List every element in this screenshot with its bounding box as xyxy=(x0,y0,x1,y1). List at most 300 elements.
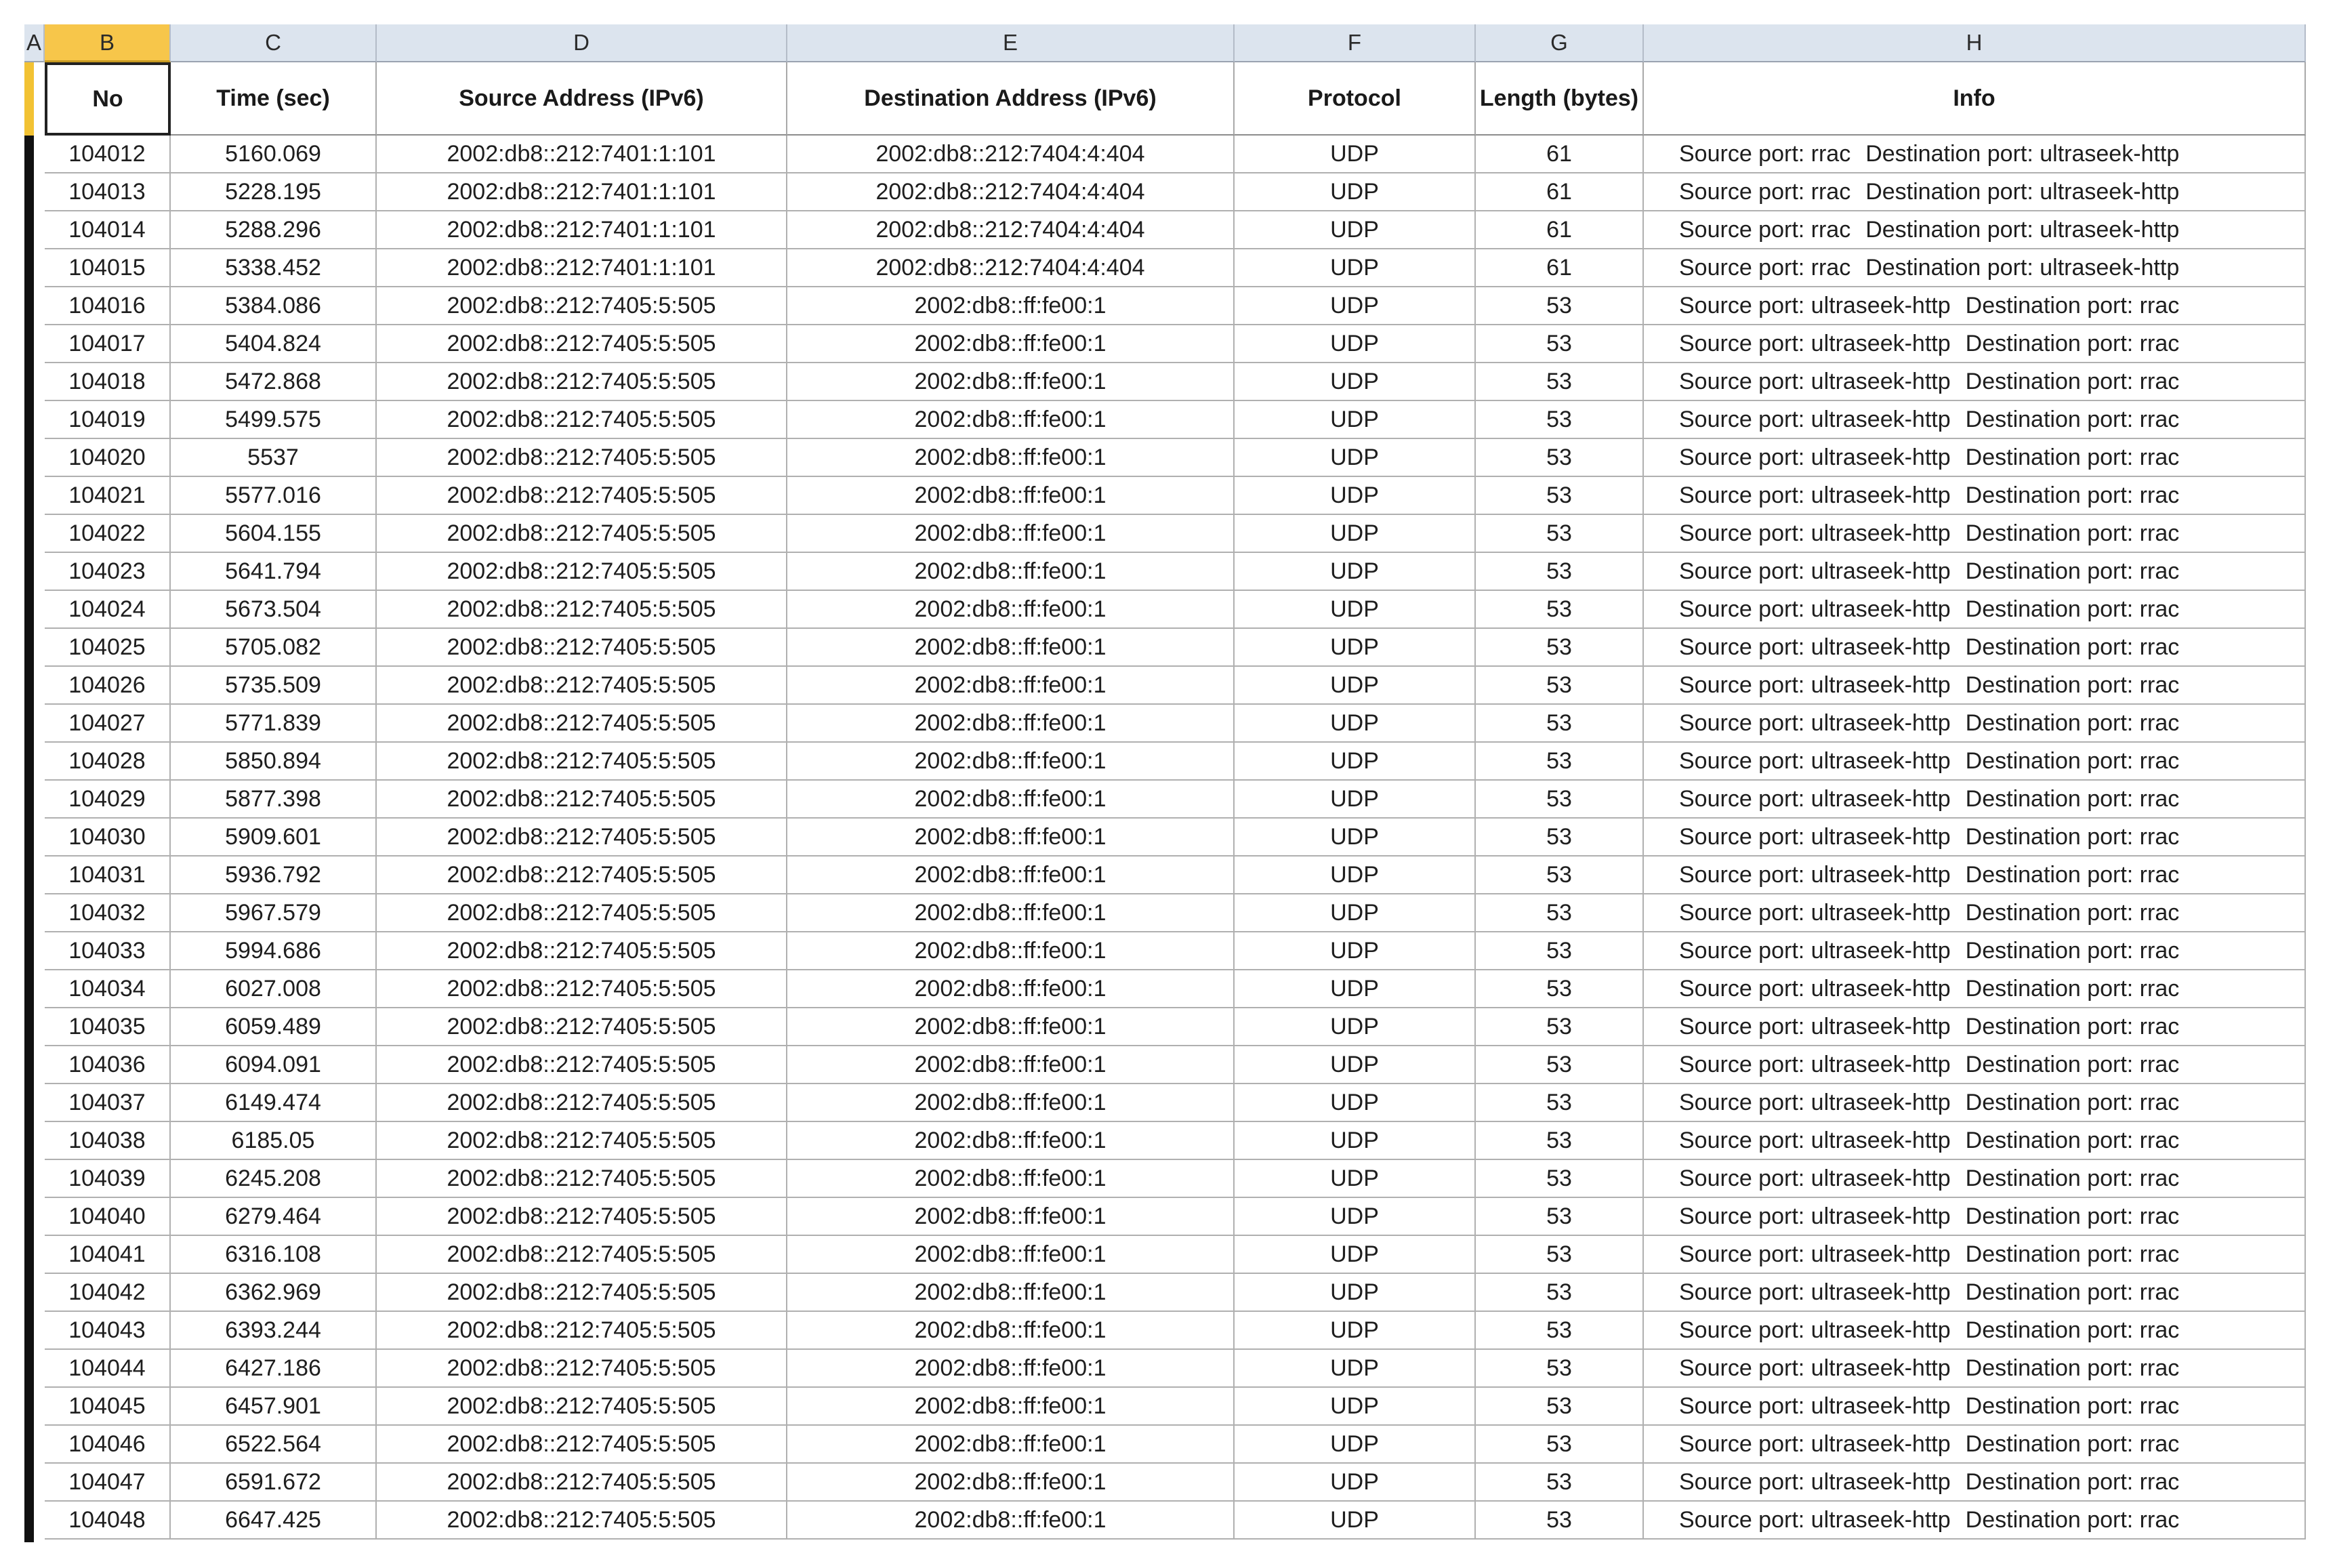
table-row[interactable] xyxy=(24,363,2316,401)
cell-length[interactable]: 61 xyxy=(1476,249,1644,287)
cell-time[interactable]: 5850.894 xyxy=(171,743,377,781)
cell-protocol[interactable]: UDP xyxy=(1235,1426,1476,1464)
cell-info[interactable] xyxy=(1644,211,2306,249)
cell-no[interactable]: 104045 xyxy=(45,1388,171,1426)
cell-destination-address[interactable]: 2002:db8::ff:fe00:1 xyxy=(787,439,1235,477)
cell-protocol[interactable]: UDP xyxy=(1235,1388,1476,1426)
cell-no[interactable]: 104026 xyxy=(45,667,171,705)
cell-destination-address[interactable]: 2002:db8::ff:fe00:1 xyxy=(787,894,1235,932)
cell-info[interactable] xyxy=(1644,249,2306,287)
cell-protocol[interactable]: UDP xyxy=(1235,439,1476,477)
cell-no[interactable]: 104041 xyxy=(45,1236,171,1274)
cell-source-address[interactable]: 2002:db8::212:7405:5:505 xyxy=(377,1236,787,1274)
cell-protocol[interactable]: UDP xyxy=(1235,287,1476,325)
cell-length[interactable]: 53 xyxy=(1476,743,1644,781)
cell-source-address[interactable]: 2002:db8::212:7405:5:505 xyxy=(377,591,787,629)
cell-no[interactable]: 104029 xyxy=(45,781,171,819)
table-row[interactable] xyxy=(24,781,2316,819)
cell-no[interactable]: 104047 xyxy=(45,1464,171,1502)
cell-source-address[interactable]: 2002:db8::212:7405:5:505 xyxy=(377,1274,787,1312)
cell-destination-address[interactable]: 2002:db8::ff:fe00:1 xyxy=(787,325,1235,363)
cell-protocol[interactable]: UDP xyxy=(1235,401,1476,439)
table-row[interactable] xyxy=(24,1236,2316,1274)
cell-length[interactable]: 53 xyxy=(1476,515,1644,553)
cell-no[interactable]: 104015 xyxy=(45,249,171,287)
cell-protocol[interactable]: UDP xyxy=(1235,819,1476,857)
cell-time[interactable]: 5641.794 xyxy=(171,553,377,591)
cell-info[interactable] xyxy=(1644,287,2306,325)
cell-length[interactable]: 53 xyxy=(1476,401,1644,439)
table-row[interactable] xyxy=(24,1274,2316,1312)
cell-length[interactable]: 53 xyxy=(1476,1236,1644,1274)
cell-length[interactable]: 53 xyxy=(1476,287,1644,325)
cell-info[interactable] xyxy=(1644,932,2306,970)
cell-protocol[interactable]: UDP xyxy=(1235,781,1476,819)
cell-protocol[interactable]: UDP xyxy=(1235,515,1476,553)
cell-length[interactable]: 53 xyxy=(1476,667,1644,705)
header-source-address[interactable]: Source Address (IPv6) xyxy=(377,62,787,136)
cell-source-address[interactable]: 2002:db8::212:7405:5:505 xyxy=(377,781,787,819)
cell-protocol[interactable]: UDP xyxy=(1235,1084,1476,1122)
cell-length[interactable]: 53 xyxy=(1476,1160,1644,1198)
cell-info[interactable] xyxy=(1644,705,2306,743)
cell-info[interactable] xyxy=(1644,1502,2306,1540)
cell-no[interactable]: 104028 xyxy=(45,743,171,781)
cell-destination-address[interactable]: 2002:db8::ff:fe00:1 xyxy=(787,591,1235,629)
cell-no[interactable]: 104020 xyxy=(45,439,171,477)
cell-info[interactable] xyxy=(1644,477,2306,515)
cell-time[interactable]: 5384.086 xyxy=(171,287,377,325)
cell-protocol[interactable]: UDP xyxy=(1235,1160,1476,1198)
table-row[interactable] xyxy=(24,515,2316,553)
cell-no[interactable]: 104048 xyxy=(45,1502,171,1540)
cell-time[interactable]: 5404.824 xyxy=(171,325,377,363)
cell-info[interactable] xyxy=(1644,363,2306,401)
cell-no[interactable]: 104032 xyxy=(45,894,171,932)
cell-destination-address[interactable]: 2002:db8::ff:fe00:1 xyxy=(787,1198,1235,1236)
column-header-d[interactable]: D xyxy=(377,24,787,62)
cell-info[interactable] xyxy=(1644,1008,2306,1046)
cell-time[interactable]: 5160.069 xyxy=(171,136,377,173)
cell-source-address[interactable]: 2002:db8::212:7401:1:101 xyxy=(377,136,787,173)
cell-info[interactable] xyxy=(1644,401,2306,439)
cell-protocol[interactable]: UDP xyxy=(1235,932,1476,970)
cell-info[interactable] xyxy=(1644,1312,2306,1350)
cell-destination-address[interactable]: 2002:db8::ff:fe00:1 xyxy=(787,287,1235,325)
cell-source-address[interactable]: 2002:db8::212:7405:5:505 xyxy=(377,1084,787,1122)
cell-info[interactable] xyxy=(1644,1350,2306,1388)
cell-destination-address[interactable]: 2002:db8::ff:fe00:1 xyxy=(787,970,1235,1008)
cell-protocol[interactable]: UDP xyxy=(1235,477,1476,515)
column-header-f[interactable]: F xyxy=(1235,24,1476,62)
cell-no[interactable]: 104042 xyxy=(45,1274,171,1312)
cell-source-address[interactable]: 2002:db8::212:7405:5:505 xyxy=(377,857,787,894)
cell-length[interactable]: 53 xyxy=(1476,932,1644,970)
cell-protocol[interactable]: UDP xyxy=(1235,1046,1476,1084)
table-row[interactable] xyxy=(24,401,2316,439)
table-row[interactable] xyxy=(24,1464,2316,1502)
cell-time[interactable]: 5577.016 xyxy=(171,477,377,515)
cell-destination-address[interactable]: 2002:db8::ff:fe00:1 xyxy=(787,705,1235,743)
cell-time[interactable]: 6522.564 xyxy=(171,1426,377,1464)
cell-time[interactable]: 6457.901 xyxy=(171,1388,377,1426)
cell-destination-address[interactable]: 2002:db8::ff:fe00:1 xyxy=(787,1426,1235,1464)
table-row[interactable] xyxy=(24,819,2316,857)
cell-destination-address[interactable]: 2002:db8::ff:fe00:1 xyxy=(787,1160,1235,1198)
table-row[interactable] xyxy=(24,1160,2316,1198)
table-row[interactable] xyxy=(24,1388,2316,1426)
cell-info[interactable] xyxy=(1644,667,2306,705)
cell-no[interactable]: 104034 xyxy=(45,970,171,1008)
cell-protocol[interactable]: UDP xyxy=(1235,743,1476,781)
table-row[interactable] xyxy=(24,136,2316,173)
cell-time[interactable]: 5673.504 xyxy=(171,591,377,629)
cell-no[interactable]: 104013 xyxy=(45,173,171,211)
cell-time[interactable]: 5967.579 xyxy=(171,894,377,932)
cell-length[interactable]: 53 xyxy=(1476,1464,1644,1502)
header-info[interactable]: Info xyxy=(1644,62,2306,136)
cell-source-address[interactable]: 2002:db8::212:7405:5:505 xyxy=(377,1464,787,1502)
cell-destination-address[interactable]: 2002:db8::ff:fe00:1 xyxy=(787,1350,1235,1388)
cell-no[interactable]: 104016 xyxy=(45,287,171,325)
cell-destination-address[interactable]: 2002:db8::ff:fe00:1 xyxy=(787,743,1235,781)
cell-protocol[interactable]: UDP xyxy=(1235,1236,1476,1274)
cell-no[interactable]: 104027 xyxy=(45,705,171,743)
cell-protocol[interactable]: UDP xyxy=(1235,667,1476,705)
table-row[interactable] xyxy=(24,743,2316,781)
cell-source-address[interactable]: 2002:db8::212:7405:5:505 xyxy=(377,819,787,857)
cell-time[interactable]: 6316.108 xyxy=(171,1236,377,1274)
cell-length[interactable]: 53 xyxy=(1476,629,1644,667)
cell-info[interactable] xyxy=(1644,136,2306,173)
cell-source-address[interactable]: 2002:db8::212:7405:5:505 xyxy=(377,629,787,667)
cell-length[interactable]: 53 xyxy=(1476,439,1644,477)
cell-time[interactable]: 5909.601 xyxy=(171,819,377,857)
cell-no[interactable]: 104040 xyxy=(45,1198,171,1236)
cell-length[interactable]: 53 xyxy=(1476,1502,1644,1540)
cell-source-address[interactable]: 2002:db8::212:7405:5:505 xyxy=(377,1046,787,1084)
cell-protocol[interactable]: UDP xyxy=(1235,325,1476,363)
cell-info[interactable] xyxy=(1644,629,2306,667)
cell-info[interactable] xyxy=(1644,781,2306,819)
cell-source-address[interactable]: 2002:db8::212:7405:5:505 xyxy=(377,894,787,932)
cell-length[interactable]: 61 xyxy=(1476,136,1644,173)
cell-info[interactable] xyxy=(1644,970,2306,1008)
cell-length[interactable]: 53 xyxy=(1476,970,1644,1008)
cell-info[interactable] xyxy=(1644,1160,2306,1198)
cell-time[interactable]: 5338.452 xyxy=(171,249,377,287)
cell-destination-address[interactable]: 2002:db8::ff:fe00:1 xyxy=(787,553,1235,591)
cell-info[interactable] xyxy=(1644,857,2306,894)
cell-time[interactable]: 5994.686 xyxy=(171,932,377,970)
column-header-g[interactable]: G xyxy=(1476,24,1644,62)
cell-source-address[interactable]: 2002:db8::212:7405:5:505 xyxy=(377,1502,787,1540)
cell-no[interactable]: 104038 xyxy=(45,1122,171,1160)
cell-protocol[interactable]: UDP xyxy=(1235,1122,1476,1160)
table-row[interactable] xyxy=(24,211,2316,249)
cell-source-address[interactable]: 2002:db8::212:7405:5:505 xyxy=(377,667,787,705)
cell-no[interactable]: 104021 xyxy=(45,477,171,515)
cell-destination-address[interactable]: 2002:db8::ff:fe00:1 xyxy=(787,1008,1235,1046)
cell-no[interactable]: 104023 xyxy=(45,553,171,591)
spreadsheet-grid[interactable] xyxy=(24,24,2316,1542)
cell-destination-address[interactable]: 2002:db8::ff:fe00:1 xyxy=(787,1046,1235,1084)
table-row[interactable] xyxy=(24,629,2316,667)
cell-no[interactable]: 104036 xyxy=(45,1046,171,1084)
cell-destination-address[interactable]: 2002:db8::212:7404:4:404 xyxy=(787,211,1235,249)
cell-destination-address[interactable]: 2002:db8::ff:fe00:1 xyxy=(787,781,1235,819)
cell-time[interactable]: 5877.398 xyxy=(171,781,377,819)
cell-time[interactable]: 5228.195 xyxy=(171,173,377,211)
cell-time[interactable]: 6427.186 xyxy=(171,1350,377,1388)
cell-protocol[interactable]: UDP xyxy=(1235,1464,1476,1502)
cell-length[interactable]: 53 xyxy=(1476,781,1644,819)
cell-source-address[interactable]: 2002:db8::212:7405:5:505 xyxy=(377,363,787,401)
cell-source-address[interactable]: 2002:db8::212:7405:5:505 xyxy=(377,1312,787,1350)
cell-time[interactable]: 5499.575 xyxy=(171,401,377,439)
cell-source-address[interactable]: 2002:db8::212:7405:5:505 xyxy=(377,553,787,591)
cell-info[interactable] xyxy=(1644,1388,2306,1426)
cell-source-address[interactable]: 2002:db8::212:7405:5:505 xyxy=(377,325,787,363)
cell-info[interactable] xyxy=(1644,1122,2306,1160)
cell-time[interactable]: 6094.091 xyxy=(171,1046,377,1084)
cell-source-address[interactable]: 2002:db8::212:7405:5:505 xyxy=(377,1426,787,1464)
cell-length[interactable]: 53 xyxy=(1476,1350,1644,1388)
cell-no[interactable]: 104037 xyxy=(45,1084,171,1122)
table-row[interactable] xyxy=(24,477,2316,515)
cell-length[interactable]: 53 xyxy=(1476,819,1644,857)
table-row[interactable] xyxy=(24,857,2316,894)
cell-destination-address[interactable]: 2002:db8::ff:fe00:1 xyxy=(787,477,1235,515)
cell-no[interactable]: 104030 xyxy=(45,819,171,857)
cell-destination-address[interactable]: 2002:db8::ff:fe00:1 xyxy=(787,1236,1235,1274)
cell-time[interactable]: 5771.839 xyxy=(171,705,377,743)
cell-info[interactable] xyxy=(1644,1198,2306,1236)
cell-source-address[interactable]: 2002:db8::212:7401:1:101 xyxy=(377,249,787,287)
cell-time[interactable]: 6245.208 xyxy=(171,1160,377,1198)
header-no[interactable]: No xyxy=(45,62,171,136)
cell-protocol[interactable]: UDP xyxy=(1235,705,1476,743)
cell-length[interactable]: 53 xyxy=(1476,894,1644,932)
column-header-e[interactable]: E xyxy=(787,24,1235,62)
cell-time[interactable]: 6027.008 xyxy=(171,970,377,1008)
cell-length[interactable]: 53 xyxy=(1476,857,1644,894)
cell-source-address[interactable]: 2002:db8::212:7405:5:505 xyxy=(377,439,787,477)
cell-length[interactable]: 53 xyxy=(1476,1426,1644,1464)
cell-info[interactable] xyxy=(1644,1046,2306,1084)
cell-source-address[interactable]: 2002:db8::212:7405:5:505 xyxy=(377,932,787,970)
cell-time[interactable]: 6185.05 xyxy=(171,1122,377,1160)
table-row[interactable] xyxy=(24,667,2316,705)
cell-protocol[interactable]: UDP xyxy=(1235,591,1476,629)
cell-length[interactable]: 53 xyxy=(1476,363,1644,401)
cell-length[interactable]: 53 xyxy=(1476,1312,1644,1350)
cell-source-address[interactable]: 2002:db8::212:7405:5:505 xyxy=(377,743,787,781)
cell-info[interactable] xyxy=(1644,1084,2306,1122)
cell-no[interactable]: 104046 xyxy=(45,1426,171,1464)
cell-no[interactable]: 104033 xyxy=(45,932,171,970)
cell-protocol[interactable]: UDP xyxy=(1235,1312,1476,1350)
cell-info[interactable] xyxy=(1644,1464,2306,1502)
cell-destination-address[interactable]: 2002:db8::212:7404:4:404 xyxy=(787,173,1235,211)
table-row[interactable] xyxy=(24,1350,2316,1388)
cell-length[interactable]: 53 xyxy=(1476,477,1644,515)
cell-length[interactable]: 53 xyxy=(1476,1198,1644,1236)
cell-source-address[interactable]: 2002:db8::212:7401:1:101 xyxy=(377,173,787,211)
table-row[interactable] xyxy=(24,1084,2316,1122)
cell-destination-address[interactable]: 2002:db8::ff:fe00:1 xyxy=(787,1312,1235,1350)
header-protocol[interactable]: Protocol xyxy=(1235,62,1476,136)
cell-protocol[interactable]: UDP xyxy=(1235,857,1476,894)
cell-source-address[interactable]: 2002:db8::212:7405:5:505 xyxy=(377,1122,787,1160)
header-destination-address[interactable]: Destination Address (IPv6) xyxy=(787,62,1235,136)
column-header-h[interactable]: H xyxy=(1644,24,2306,62)
cell-length[interactable]: 61 xyxy=(1476,173,1644,211)
cell-info[interactable] xyxy=(1644,591,2306,629)
cell-info[interactable] xyxy=(1644,894,2306,932)
cell-destination-address[interactable]: 2002:db8::ff:fe00:1 xyxy=(787,401,1235,439)
cell-source-address[interactable]: 2002:db8::212:7405:5:505 xyxy=(377,1160,787,1198)
cell-source-address[interactable]: 2002:db8::212:7405:5:505 xyxy=(377,477,787,515)
cell-info[interactable] xyxy=(1644,515,2306,553)
cell-info[interactable] xyxy=(1644,173,2306,211)
cell-no[interactable]: 104035 xyxy=(45,1008,171,1046)
cell-source-address[interactable]: 2002:db8::212:7405:5:505 xyxy=(377,401,787,439)
cell-protocol[interactable]: UDP xyxy=(1235,970,1476,1008)
table-row[interactable] xyxy=(24,1046,2316,1084)
table-row[interactable] xyxy=(24,1008,2316,1046)
cell-source-address[interactable]: 2002:db8::212:7405:5:505 xyxy=(377,705,787,743)
cell-no[interactable]: 104043 xyxy=(45,1312,171,1350)
cell-time[interactable]: 6393.244 xyxy=(171,1312,377,1350)
cell-time[interactable]: 6279.464 xyxy=(171,1198,377,1236)
cell-length[interactable]: 53 xyxy=(1476,1008,1644,1046)
cell-destination-address[interactable]: 2002:db8::ff:fe00:1 xyxy=(787,819,1235,857)
cell-source-address[interactable]: 2002:db8::212:7405:5:505 xyxy=(377,970,787,1008)
table-row[interactable] xyxy=(24,705,2316,743)
table-row[interactable] xyxy=(24,1502,2316,1540)
cell-protocol[interactable]: UDP xyxy=(1235,1198,1476,1236)
column-header-c[interactable]: C xyxy=(171,24,377,62)
table-row[interactable] xyxy=(24,932,2316,970)
cell-destination-address[interactable]: 2002:db8::212:7404:4:404 xyxy=(787,249,1235,287)
column-header-b[interactable]: B xyxy=(45,24,171,62)
table-row[interactable] xyxy=(24,591,2316,629)
cell-no[interactable]: 104025 xyxy=(45,629,171,667)
cell-info[interactable] xyxy=(1644,1236,2306,1274)
cell-destination-address[interactable]: 2002:db8::ff:fe00:1 xyxy=(787,932,1235,970)
cell-source-address[interactable]: 2002:db8::212:7401:1:101 xyxy=(377,211,787,249)
cell-source-address[interactable]: 2002:db8::212:7405:5:505 xyxy=(377,1388,787,1426)
cell-protocol[interactable]: UDP xyxy=(1235,1008,1476,1046)
cell-length[interactable]: 53 xyxy=(1476,1122,1644,1160)
cell-time[interactable]: 6059.489 xyxy=(171,1008,377,1046)
header-length[interactable]: Length (bytes) xyxy=(1476,62,1644,136)
cell-no[interactable]: 104017 xyxy=(45,325,171,363)
cell-time[interactable]: 5604.155 xyxy=(171,515,377,553)
cell-no[interactable]: 104014 xyxy=(45,211,171,249)
cell-time[interactable]: 6362.969 xyxy=(171,1274,377,1312)
cell-info[interactable] xyxy=(1644,819,2306,857)
cell-destination-address[interactable]: 2002:db8::ff:fe00:1 xyxy=(787,1464,1235,1502)
cell-protocol[interactable]: UDP xyxy=(1235,136,1476,173)
cell-length[interactable]: 53 xyxy=(1476,705,1644,743)
cell-protocol[interactable]: UDP xyxy=(1235,249,1476,287)
table-row[interactable] xyxy=(24,970,2316,1008)
cell-length[interactable]: 53 xyxy=(1476,1388,1644,1426)
cell-protocol[interactable]: UDP xyxy=(1235,173,1476,211)
cell-length[interactable]: 53 xyxy=(1476,1084,1644,1122)
table-row[interactable] xyxy=(24,439,2316,477)
table-row[interactable] xyxy=(24,894,2316,932)
cell-time[interactable]: 5936.792 xyxy=(171,857,377,894)
cell-destination-address[interactable]: 2002:db8::ff:fe00:1 xyxy=(787,1388,1235,1426)
cell-time[interactable]: 5705.082 xyxy=(171,629,377,667)
cell-source-address[interactable]: 2002:db8::212:7405:5:505 xyxy=(377,1008,787,1046)
cell-time[interactable]: 6647.425 xyxy=(171,1502,377,1540)
cell-destination-address[interactable]: 2002:db8::ff:fe00:1 xyxy=(787,629,1235,667)
cell-no[interactable]: 104031 xyxy=(45,857,171,894)
cell-info[interactable] xyxy=(1644,743,2306,781)
cell-time[interactable]: 6149.474 xyxy=(171,1084,377,1122)
cell-no[interactable]: 104039 xyxy=(45,1160,171,1198)
cell-protocol[interactable]: UDP xyxy=(1235,363,1476,401)
cell-info[interactable] xyxy=(1644,1426,2306,1464)
table-row[interactable] xyxy=(24,325,2316,363)
cell-destination-address[interactable]: 2002:db8::ff:fe00:1 xyxy=(787,363,1235,401)
cell-no[interactable]: 104012 xyxy=(45,136,171,173)
cell-protocol[interactable]: UDP xyxy=(1235,1350,1476,1388)
cell-source-address[interactable]: 2002:db8::212:7405:5:505 xyxy=(377,1350,787,1388)
cell-destination-address[interactable]: 2002:db8::ff:fe00:1 xyxy=(787,667,1235,705)
cell-time[interactable]: 5537 xyxy=(171,439,377,477)
table-row[interactable] xyxy=(24,1426,2316,1464)
table-row[interactable] xyxy=(24,173,2316,211)
cell-length[interactable]: 53 xyxy=(1476,553,1644,591)
table-row[interactable] xyxy=(24,287,2316,325)
cell-info[interactable] xyxy=(1644,325,2306,363)
cell-protocol[interactable]: UDP xyxy=(1235,1502,1476,1540)
cell-protocol[interactable]: UDP xyxy=(1235,211,1476,249)
table-row[interactable] xyxy=(24,553,2316,591)
cell-info[interactable] xyxy=(1644,1274,2306,1312)
cell-destination-address[interactable]: 2002:db8::ff:fe00:1 xyxy=(787,1084,1235,1122)
cell-destination-address[interactable]: 2002:db8::ff:fe00:1 xyxy=(787,857,1235,894)
table-row[interactable] xyxy=(24,1122,2316,1160)
cell-time[interactable]: 5288.296 xyxy=(171,211,377,249)
cell-protocol[interactable]: UDP xyxy=(1235,629,1476,667)
cell-length[interactable]: 53 xyxy=(1476,1046,1644,1084)
cell-protocol[interactable]: UDP xyxy=(1235,894,1476,932)
cell-destination-address[interactable]: 2002:db8::ff:fe00:1 xyxy=(787,1122,1235,1160)
cell-no[interactable]: 104018 xyxy=(45,363,171,401)
cell-no[interactable]: 104022 xyxy=(45,515,171,553)
cell-protocol[interactable]: UDP xyxy=(1235,1274,1476,1312)
cell-no[interactable]: 104024 xyxy=(45,591,171,629)
column-header-a[interactable]: A xyxy=(24,24,45,62)
table-row[interactable] xyxy=(24,249,2316,287)
cell-source-address[interactable]: 2002:db8::212:7405:5:505 xyxy=(377,1198,787,1236)
table-row[interactable] xyxy=(24,1198,2316,1236)
cell-source-address[interactable]: 2002:db8::212:7405:5:505 xyxy=(377,515,787,553)
cell-length[interactable]: 61 xyxy=(1476,211,1644,249)
cell-destination-address[interactable]: 2002:db8::212:7404:4:404 xyxy=(787,136,1235,173)
cell-time[interactable]: 6591.672 xyxy=(171,1464,377,1502)
table-row[interactable] xyxy=(24,1312,2316,1350)
cell-destination-address[interactable]: 2002:db8::ff:fe00:1 xyxy=(787,515,1235,553)
cell-time[interactable]: 5472.868 xyxy=(171,363,377,401)
cell-info[interactable] xyxy=(1644,553,2306,591)
